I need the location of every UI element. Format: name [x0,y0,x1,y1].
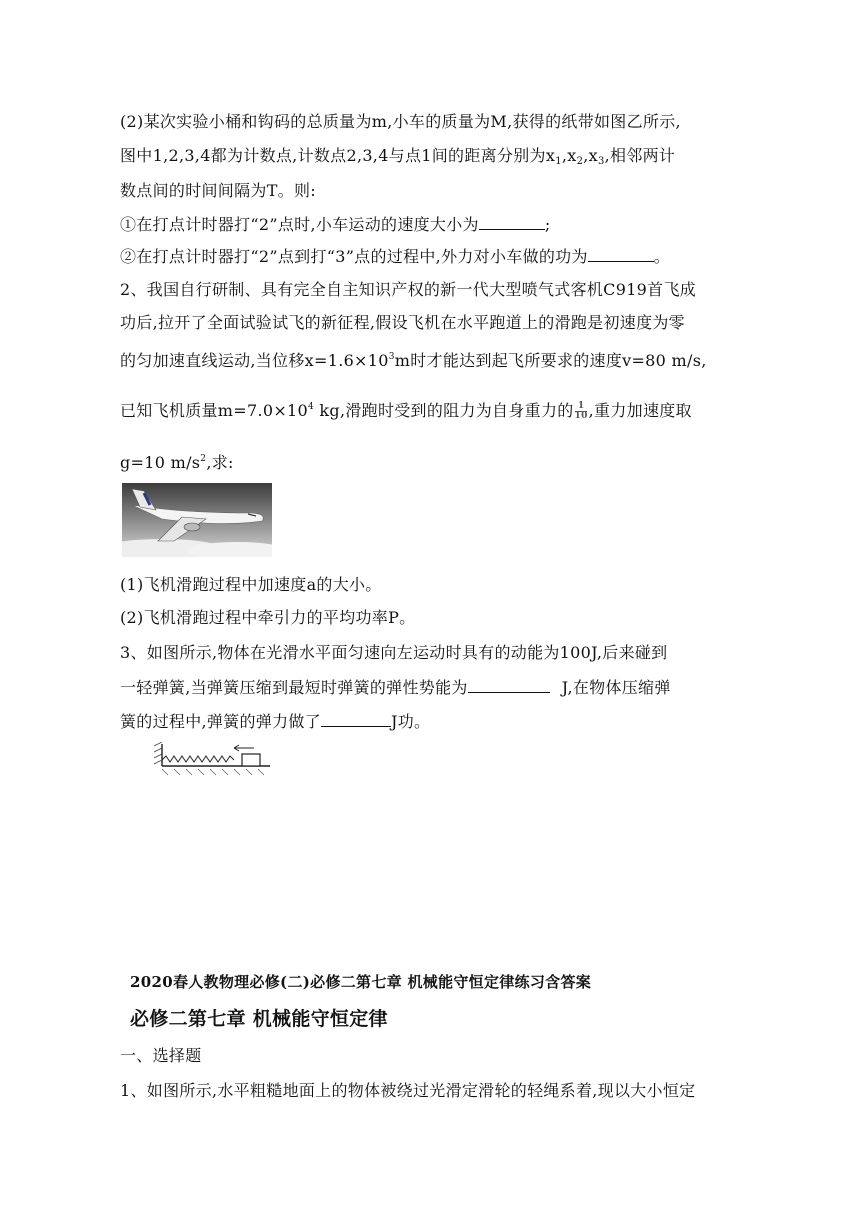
answer-blank[interactable] [588,245,654,262]
airplane-image [122,483,272,557]
q1-part2-item1: ①在打点计时器打“2”点时,小车运动的速度大小为 ; [120,215,551,234]
spring-block-diagram [154,742,274,776]
q2-sub-question-1: (1)飞机滑跑过程中加速度a的大小。 [120,575,382,594]
q1-part2-line1: (2)某次实验小桶和钩码的总质量为m,小车的质量为M,获得的纸带如图乙所示, [120,112,681,131]
q1-part2-item2: ②在打点计时器打“2”点到打“3”点的过程中,外力对小车做的功为 。 [120,247,671,266]
q2-line2: 功后,拉开了全面试验试飞的新征程,假设飞机在水平跑道上的滑跑是初速度为零 [120,313,685,332]
q2-line1: 2、我国自行研制、具有完全自主知识产权的新一代大型喷气式客机C919首飞成 [120,280,697,299]
q2-sub-question-2: (2)飞机滑跑过程中牵引力的平均功率P。 [120,608,416,627]
chapter-title: 必修二第七章 机械能守恒定律 [130,1008,388,1030]
q1-part2-line3: 数点间的时间间隔为T。则: [120,181,316,200]
fraction: $\frac{1}{10}$ [574,401,588,421]
answer-blank[interactable] [479,213,545,230]
answer-blank[interactable] [321,710,391,727]
answer-blank[interactable] [468,676,550,693]
q2-line3: 的匀加速直线运动,当位移$x=1.6\times 10^3m$时才能达到起飞所要求的速度v=80 m/s, [120,351,707,370]
section-heading: 一、选择题 [120,1046,202,1065]
mc-question-1: 1、如图所示,水平粗糙地面上的物体被绕过光滑定滑轮的轻绳系着,现以大小恒定 [120,1081,696,1100]
q1-part2-line2: 图中1,2,3,4都为计数点,计数点2,3,4与点1间的距离分别为$x_1,x_2,x_3$,相邻两计 [120,146,676,167]
document-title: 2020春人教物理必修(二)必修二第七章 机械能守恒定律练习含答案 [130,973,592,991]
q2-line4: 已知飞机质量$m=7.0\times 10^4$ kg,滑跑时受到的阻力为自身重力的 $\frac{1}{10}$ ,重力加速度取 [120,401,692,421]
q3-line3: 簧的过程中,弹簧的弹力做了 J功。 [120,712,431,731]
q3-line2: 一轻弹簧,当弹簧压缩到最短时弹簧的弹性势能为 J,在物体压缩弹 [120,678,671,697]
q2-line5: g=10 $m/s^2$,求: [120,453,234,472]
q3-line1: 3、如图所示,物体在光滑水平面匀速向左运动时具有的动能为100J,后来碰到 [120,643,668,662]
